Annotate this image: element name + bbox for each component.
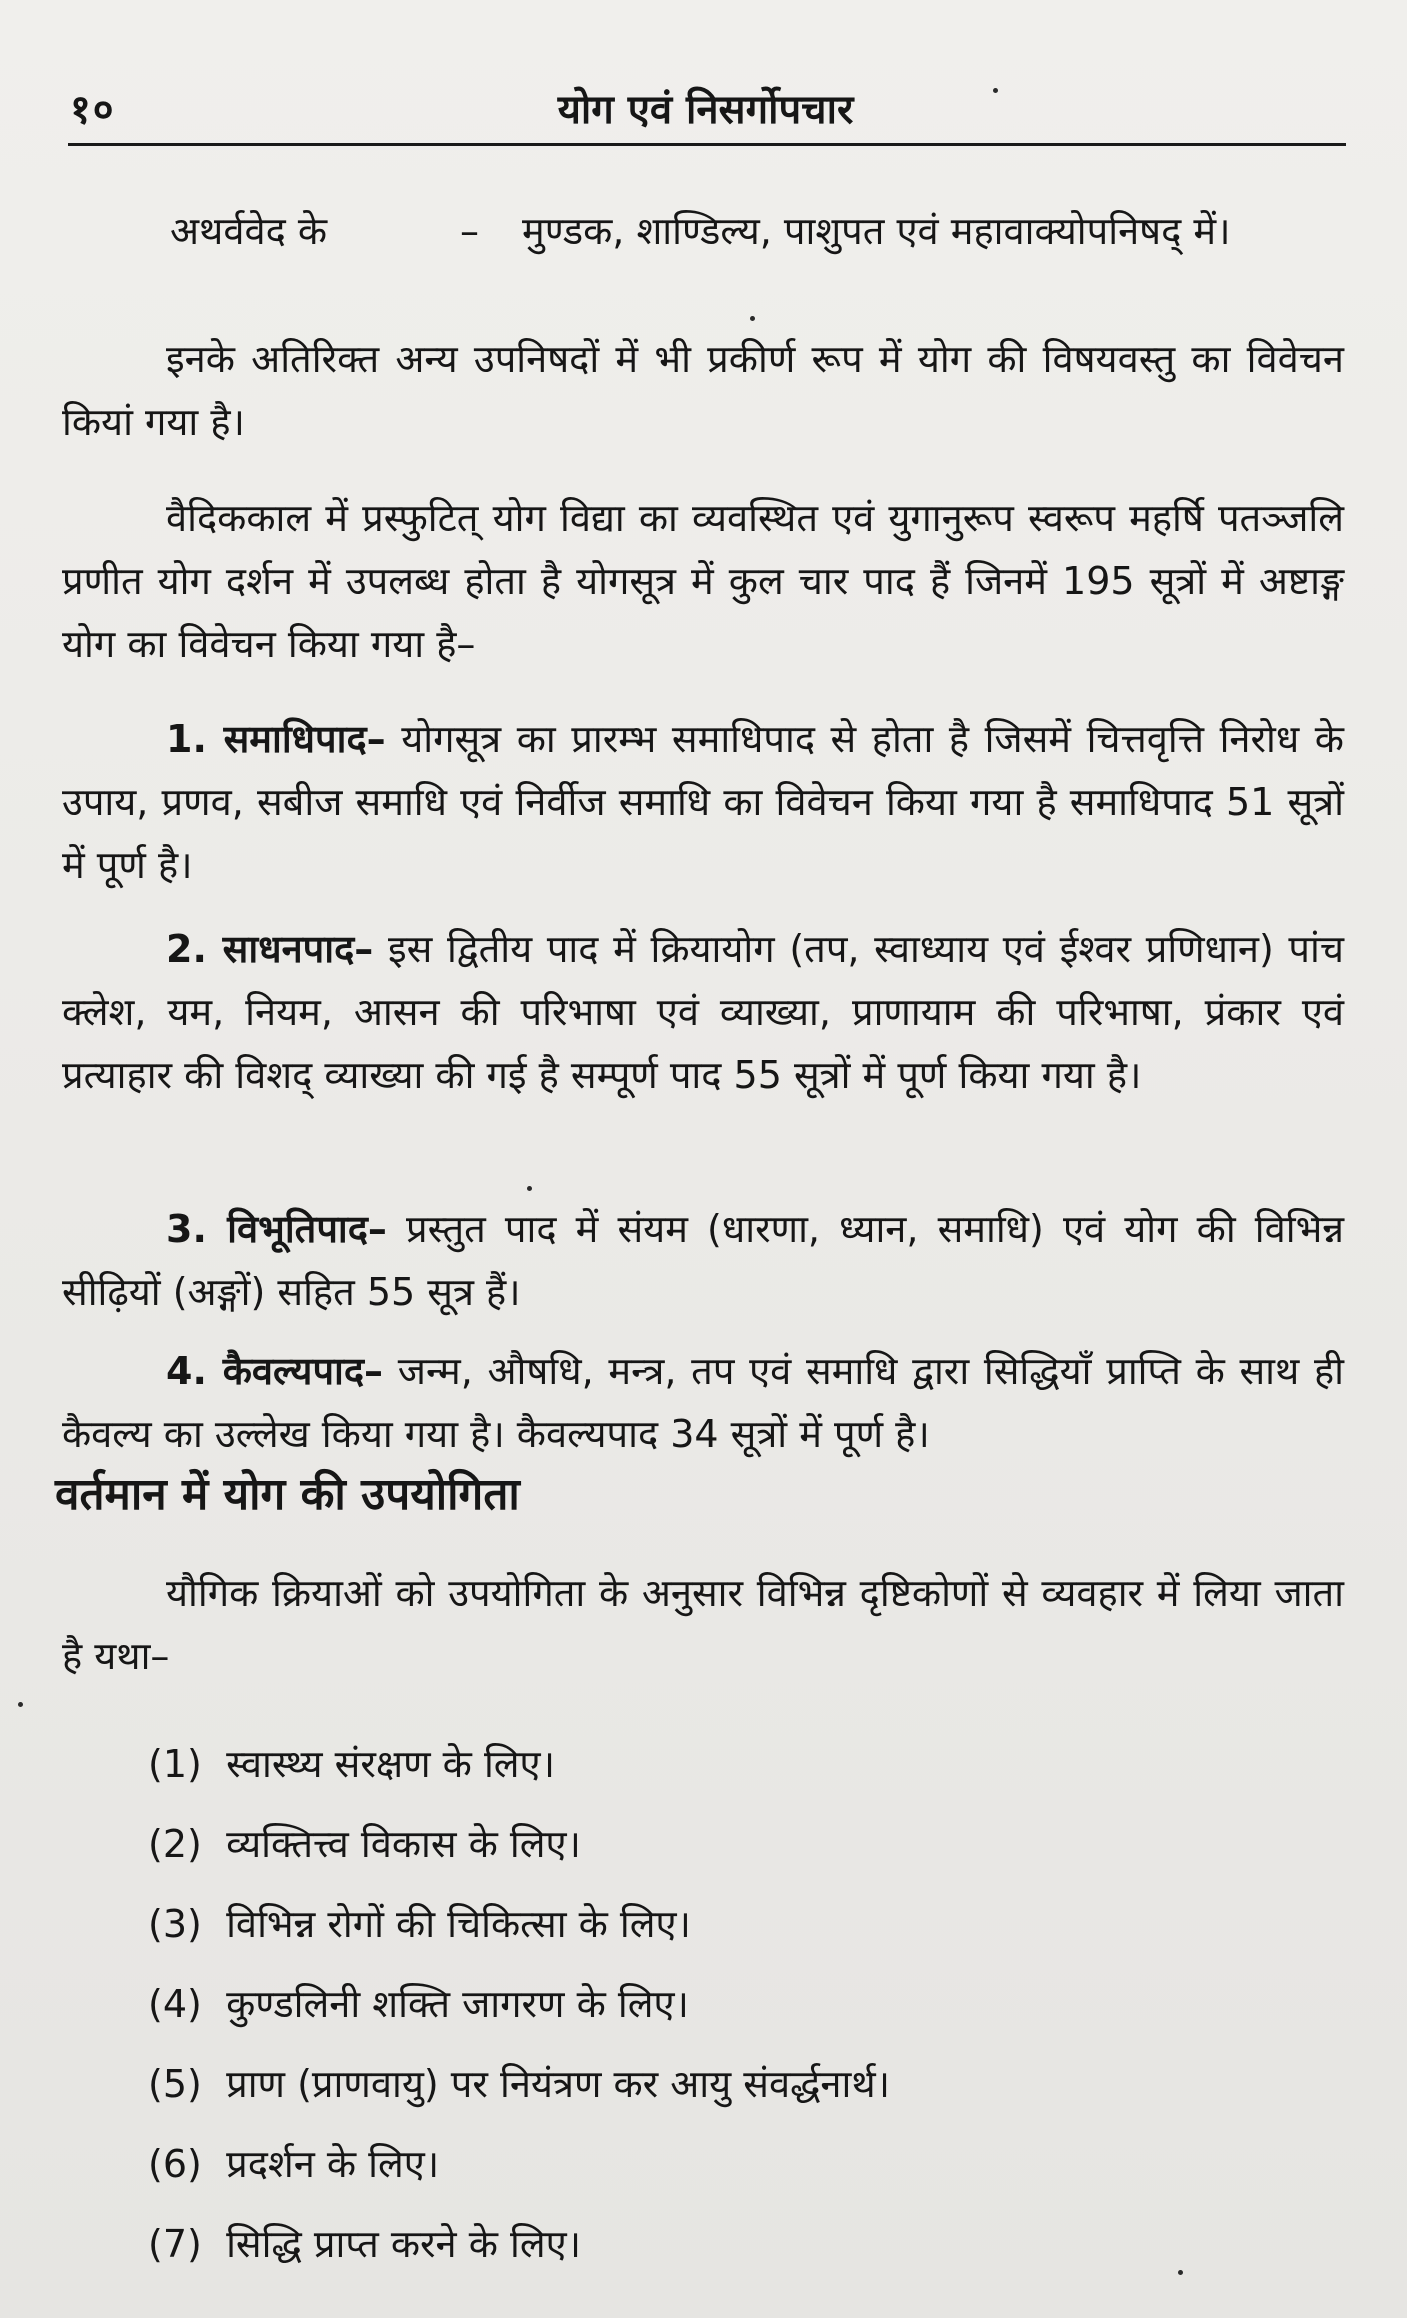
running-title: योग एवं निसर्गोपचार (557, 87, 854, 133)
list-item (148, 1804, 1298, 1884)
list-item-number: (7) (148, 2222, 202, 2266)
list-item-number: (3) (148, 1902, 202, 1946)
list-item-number: (2) (148, 1822, 202, 1866)
list-item (148, 2124, 1298, 2204)
header-rule (68, 143, 1346, 146)
pada-paragraph (62, 1340, 1344, 1466)
print-speck (750, 316, 755, 321)
list-item (148, 2044, 1298, 2124)
page-header (68, 74, 1343, 136)
pada-text: योगसूत्र का प्रारम्भ समाधिपाद से होता है जिसमें चित्तवृत्ति निरोध के उपाय, प्रणव, सबीज समाधि एवं निर्वीज समाधि का विवेचन किया गया है समाधिपाद 51 सूत्रों में पूर्ण है। (62, 717, 1344, 887)
list-item-number: (4) (148, 1982, 202, 2026)
list-item (148, 2204, 1298, 2284)
utility-list (148, 1724, 1298, 2284)
pada-term: 3. विभूतिपाद– (166, 1207, 387, 1251)
upanishad-row (170, 200, 1346, 340)
upanishad-row-text: मुण्डक, शाण्डिल्य, पाशुपत एवं महावाक्योपनिषद् में। (522, 209, 1231, 253)
pada-text: जन्म, औषधि, मन्त्र, तप एवं समाधि द्वारा सिद्धियाँ प्राप्ति के साथ ही कैवल्य का उल्लेख किया गया है। कैवल्यपाद 34 सूत्रों में पूर्ण है। (62, 1349, 1344, 1456)
pada-paragraph (62, 708, 1344, 897)
list-item-text: स्वास्थ्य संरक्षण के लिए। (226, 1742, 555, 1786)
list-item-text: व्यक्तित्त्व विकास के लिए। (226, 1822, 581, 1866)
list-item-text: प्राण (प्राणवायु) पर नियंत्रण कर आयु संवर्द्धनार्थ। (226, 2062, 891, 2106)
upanishad-row-dash: – (460, 209, 479, 253)
print-speck (527, 1186, 532, 1191)
print-speck (1178, 2270, 1183, 2275)
pada-paragraph (62, 918, 1344, 1107)
list-item-text: विभिन्न रोगों की चिकित्सा के लिए। (226, 1902, 691, 1946)
pada-term: 1. समाधिपाद– (166, 717, 386, 761)
vedic-paragraph: वैदिककाल में प्रस्फुटित् योग विद्या का व्यवस्थित एवं युगानुरूप स्वरूप महर्षि पतञ्जलि प्रणीत योग दर्शन में उपलब्ध होता है योगसूत्र में कुल चार पाद हैं जिनमें 195 सूत्रों में अष्टाङ्ग योग का विवेचन किया गया है– (62, 496, 1344, 666)
section-heading: वर्तमान में योग की उपयोगिता (55, 1469, 520, 1520)
list-item (148, 1884, 1298, 1964)
list-item (148, 1724, 1298, 1804)
pada-paragraph (62, 1198, 1344, 1324)
pada-text: इस द्वितीय पाद में क्रियायोग (तप, स्वाध्याय एवं ईश्वर प्रणिधान) पांच क्लेश, यम, नियम, आसन की परिभाषा एवं व्याख्या, प्राणायाम की परिभाषा, प्रंकार एवं प्रत्याहार की विशद् व्याख्या की गई है सम्पूर्ण पाद 55 सूत्रों में पूर्ण किया गया है। (62, 927, 1344, 1097)
list-item (148, 1964, 1298, 2044)
list-item-text: सिद्धि प्राप्त करने के लिए। (226, 2222, 581, 2266)
print-speck (993, 88, 998, 93)
page-number: १० (70, 87, 116, 133)
pada-term: 4. कैवल्यपाद– (166, 1349, 384, 1393)
list-item-number: (6) (148, 2142, 202, 2186)
intro-paragraph: इनके अतिरिक्त अन्य उपनिषदों में भी प्रकीर्ण रूप में योग की विषयवस्तु का विवेचन कियां गया है। (62, 337, 1344, 444)
list-item-number: (1) (148, 1742, 202, 1786)
list-item-text: प्रदर्शन के लिए। (226, 2142, 440, 2186)
list-item-number: (5) (148, 2062, 202, 2106)
print-speck (18, 1702, 23, 1707)
upanishad-row-label: अथर्ववेद के (170, 209, 328, 253)
list-item-text: कुण्डलिनी शक्ति जागरण के लिए। (226, 1982, 689, 2026)
utility-paragraph: यौगिक क्रियाओं को उपयोगिता के अनुसार विभिन्न दृष्टिकोणों से व्यवहार में लिया जाता है यथा– (62, 1571, 1344, 1678)
pada-term: 2. साधनपाद– (166, 927, 374, 971)
pada-text: प्रस्तुत पाद में संयम (धारणा, ध्यान, समाधि) एवं योग की विभिन्न सीढ़ियों (अङ्गों) सहित 55 सूत्र हैं। (62, 1207, 1344, 1314)
